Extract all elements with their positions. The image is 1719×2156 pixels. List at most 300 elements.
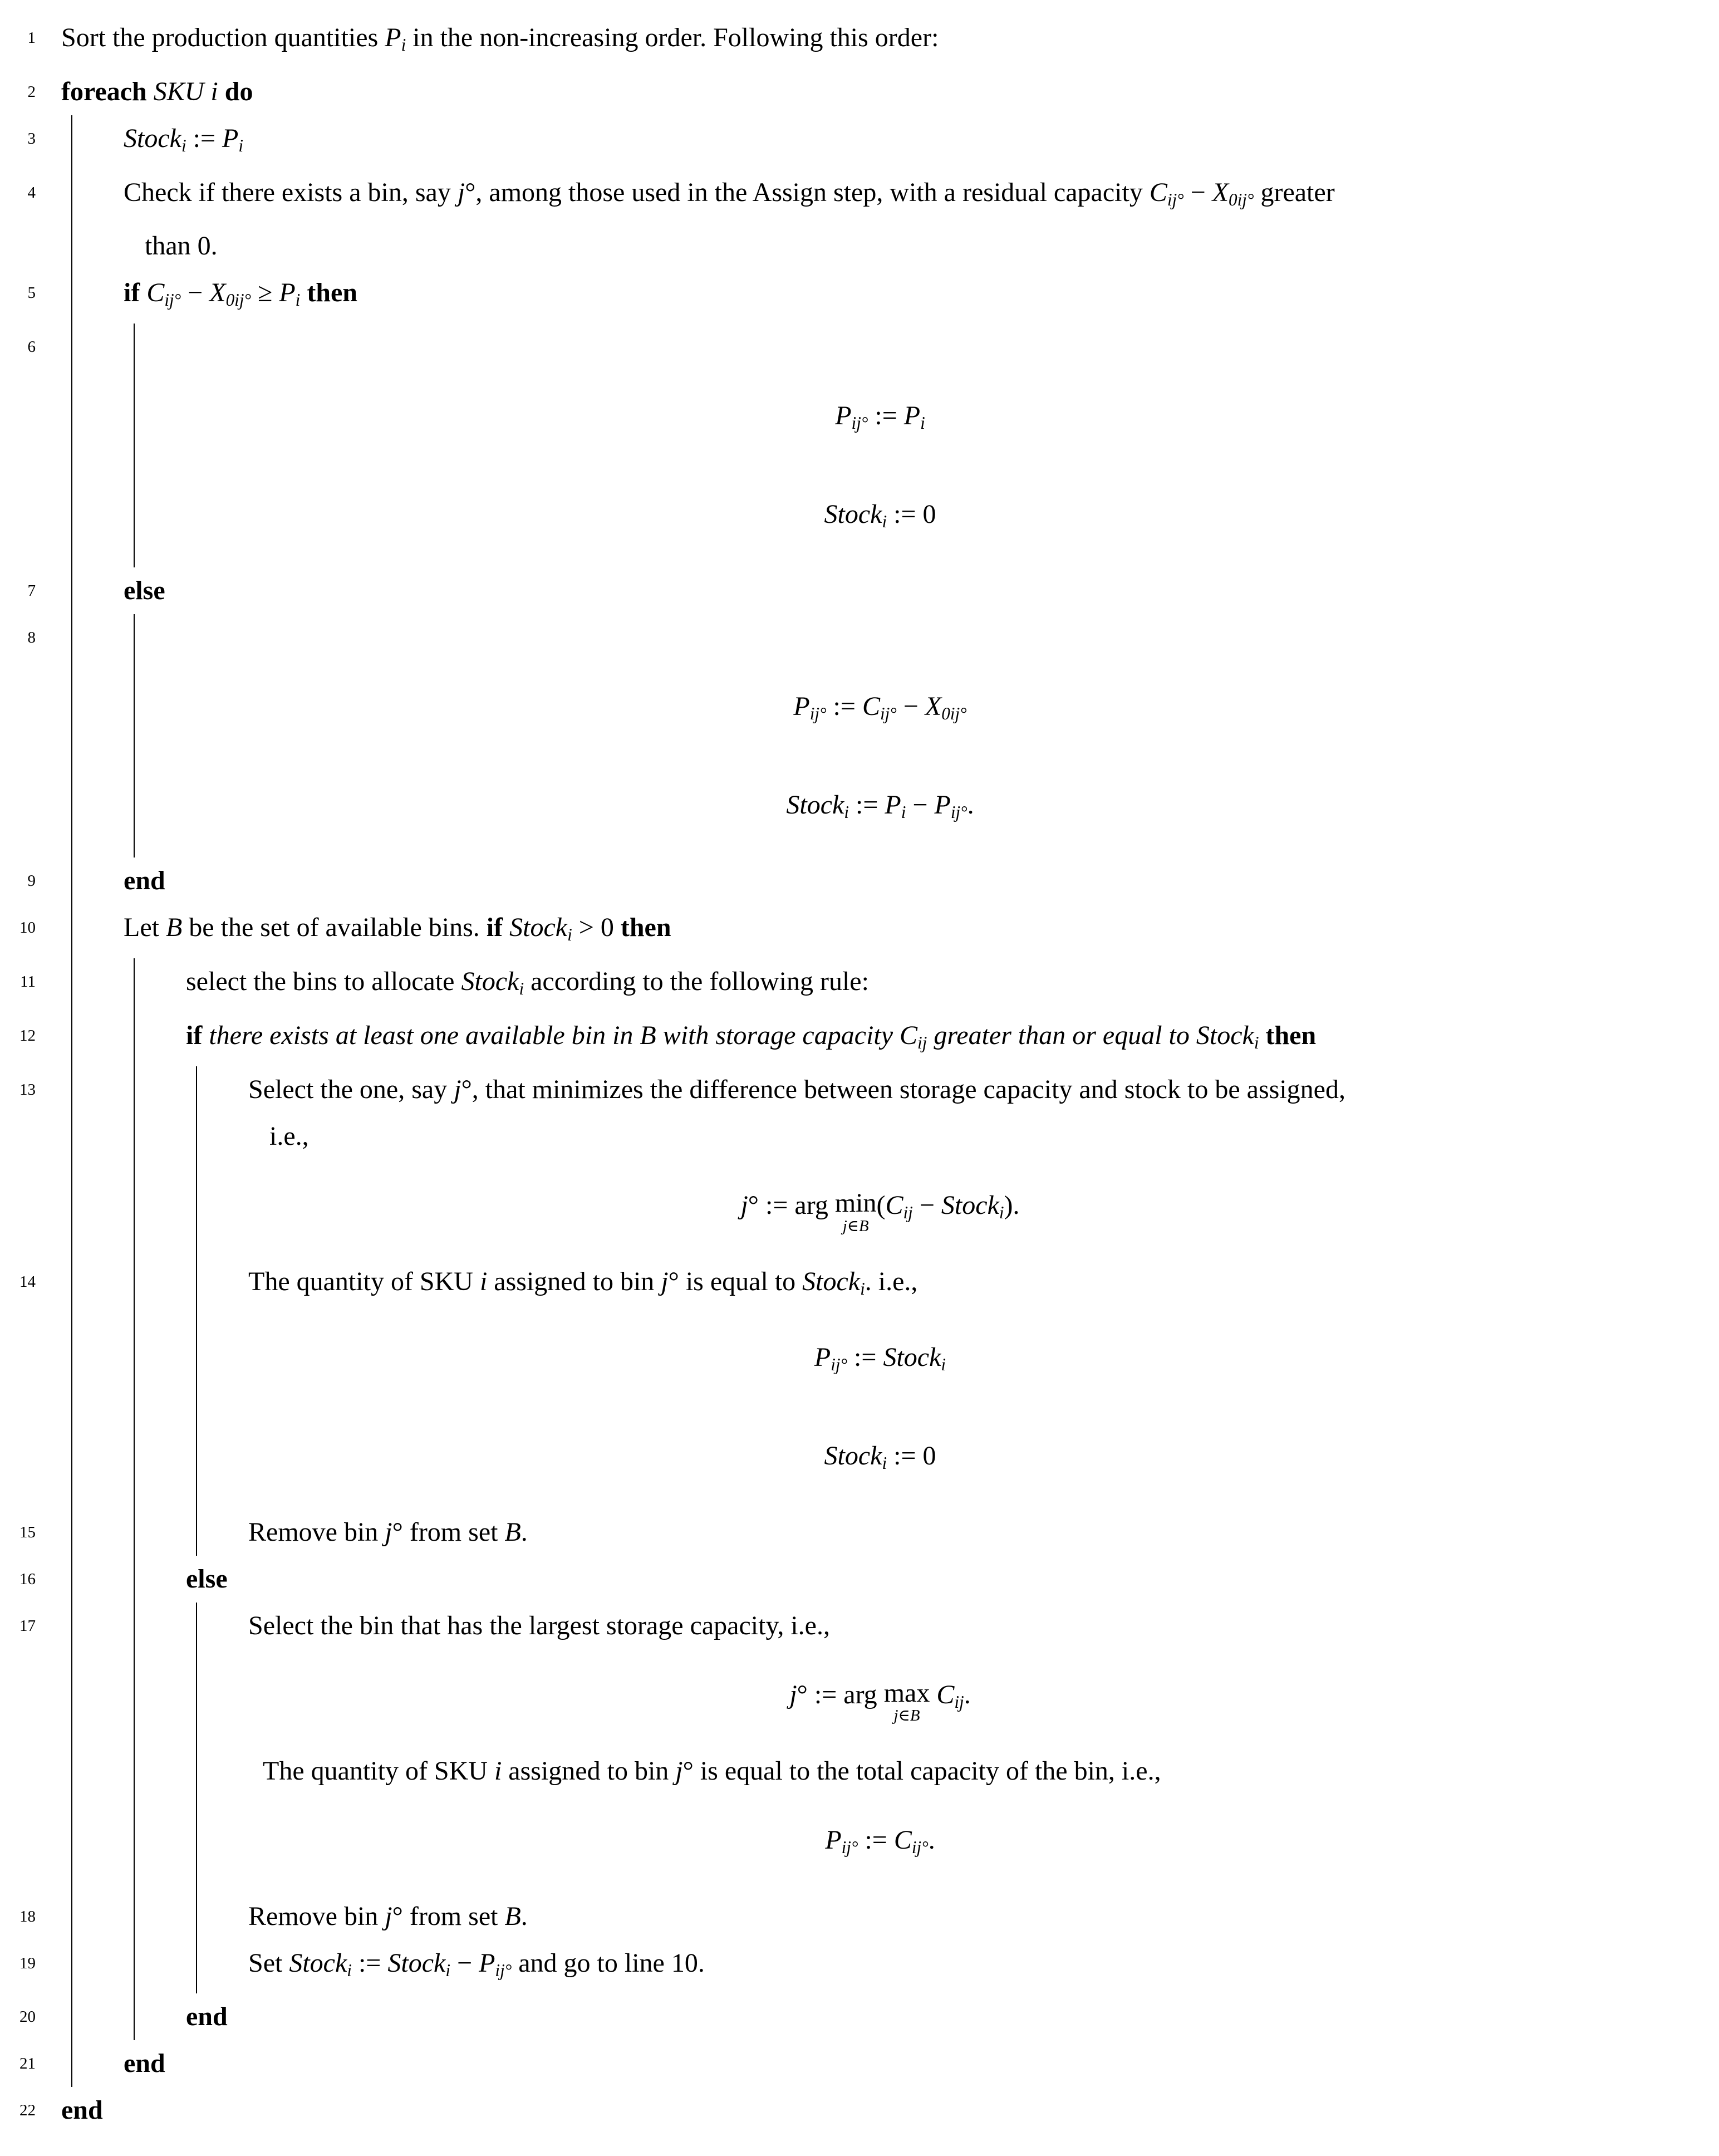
math-subscript: i [295,290,301,310]
block-rule [71,759,72,858]
line-number: 14 [19,1272,36,1291]
math-subscript: i [844,802,849,822]
line-number: 4 [27,183,36,202]
math-subscript: ij° [831,1355,848,1375]
block-rule [71,1012,72,1066]
equation-line [0,1160,1719,1258]
block-rule [71,1940,72,1994]
text-segment: select the bins to allocate [186,967,461,997]
block-rule [134,1312,135,1410]
math-or-emphasis: j [385,1901,392,1931]
block-rule [71,1258,72,1312]
line-number: 15 [19,1523,36,1541]
block-rule [71,115,72,169]
text-segment: . i.e., [865,1266,918,1296]
math-or-emphasis: Stock [387,1948,446,1978]
block-rule [134,759,135,858]
math-or-emphasis: C [885,1190,903,1220]
math-subscript: i [860,1278,865,1298]
math-or-emphasis: P [934,790,951,820]
block-rule [134,469,135,567]
block-rule [71,169,72,270]
math-subscript: i [882,511,887,531]
block-rule [71,1066,72,1160]
text-segment: := 0 [887,1441,936,1471]
block-rule [134,1603,135,1649]
code-line-13 [0,1066,1719,1160]
statement [0,2087,1719,2134]
math-subscript: i [1254,1032,1259,1052]
line-number: 5 [27,284,36,302]
block-rule [134,1556,135,1603]
operator-subscript: j∈B [842,1217,869,1235]
math-or-emphasis: P [835,401,852,431]
text-segment: assigned to bin [502,1756,676,1786]
text-segment: := [826,691,862,721]
math-subscript: ij° [911,1837,929,1857]
line-number: 3 [27,129,36,148]
statement [0,68,1719,115]
code-line-9 [0,857,1719,904]
block-rule [71,1603,72,1649]
text-segment: greater [1254,177,1335,207]
keyword: end [186,2002,228,2032]
equation-line [0,1410,1719,1509]
equation [0,683,1719,737]
text-segment: := [847,1342,883,1373]
block-rule [134,1012,135,1066]
text-segment: := 0 [887,499,936,529]
block-rule [71,370,72,469]
keyword: else [124,575,165,605]
text-segment: ° := arg [748,1190,835,1220]
block-rule [196,1795,197,1893]
text-segment: ° from set [392,1517,505,1547]
block-rule [71,1993,72,2040]
math-or-emphasis: P [385,23,401,52]
equation-line [0,469,1719,567]
math-subscript: ij° [851,413,868,433]
math-subscript: ij° [809,703,827,723]
statement [0,1258,1719,1312]
math-or-emphasis: j [740,1190,748,1220]
block-rule [71,661,72,759]
block-rule [134,1066,135,1160]
block-rule [196,1649,197,1748]
block-rule [71,1795,72,1893]
math-subscript: i [445,1960,450,1980]
math-or-emphasis: B [504,1901,521,1931]
block-rule [71,324,72,370]
equation-line [0,1312,1719,1410]
equation [0,393,1719,447]
math-subscript: i [181,135,186,155]
statement [0,958,1719,1012]
statement [0,1066,1719,1160]
math-or-emphasis: Stock [124,123,181,153]
statement [0,270,1719,324]
text-segment: ° is equal to [668,1266,803,1296]
block-rule [134,1160,135,1258]
math-subscript: ij [903,1202,913,1222]
text-segment: − [450,1948,479,1978]
keyword: end [61,2095,103,2125]
code-line-20 [0,1993,1719,2040]
operator-name: max [883,1678,930,1708]
keyword: if [186,1020,209,1050]
code-line-19 [0,1940,1719,1994]
math-or-emphasis: P [279,278,296,308]
statement [0,614,1719,661]
text-segment: . [520,1901,528,1931]
block-rule [196,1940,197,1994]
code-line-12 [0,1012,1719,1066]
algorithm-body [0,14,1719,2134]
math-or-emphasis: P [825,1825,842,1855]
text-segment: Select the bin that has the largest storage capacity, i.e., [248,1610,830,1640]
statement [0,1556,1719,1603]
equation [0,1334,1719,1388]
code-line-3 [0,115,1719,169]
block-rule [134,1748,135,1795]
text-segment: ( [876,1190,886,1220]
math-subscript: ij° [495,1960,512,1980]
code-line-16 [0,1556,1719,1603]
math-subscript: ij [917,1032,927,1052]
text-segment: − [912,1190,941,1220]
math-subscript: 0ij° [1229,189,1254,209]
block-rule [196,1312,197,1410]
text-segment: − [896,691,925,721]
block-rule [71,614,72,661]
math-subscript: ij° [950,802,967,822]
block-rule [71,1509,72,1556]
equation [0,782,1719,836]
statement [0,1509,1719,1556]
text-segment: according to the following rule: [524,967,869,997]
equation [0,1672,1719,1726]
code-line-6 [0,324,1719,370]
text-segment: Check if there exists a bin, say [124,177,458,207]
block-rule [134,1410,135,1509]
text-segment: The quantity of SKU [263,1756,494,1786]
line-number: 2 [27,82,36,101]
block-rule [71,270,72,324]
line-number: 17 [19,1616,36,1635]
text-segment [1259,1021,1266,1050]
line-number: 16 [19,1570,36,1588]
statement [0,115,1719,169]
continuation-line [0,1748,1719,1795]
math-or-emphasis: B [504,1517,521,1547]
statement [0,857,1719,904]
code-line-14 [0,1258,1719,1312]
text-segment: Select the one, say [248,1074,454,1104]
math-or-emphasis: j [661,1266,669,1296]
math-or-emphasis: Stock [289,1948,347,1978]
keyword: then [1265,1020,1317,1050]
line-number: 7 [27,581,36,600]
statement [0,567,1719,614]
equation-line [0,759,1719,858]
block-rule [71,1649,72,1748]
math-or-emphasis: C [862,691,880,721]
block-rule [196,1748,197,1795]
text-segment: in the non-increasing order. Following this order: [406,23,939,52]
operator-subscript: j∈B [893,1707,920,1725]
statement [0,904,1719,958]
block-rule [71,857,72,904]
block-rule [71,904,72,958]
text-segment: ° from set [392,1901,505,1931]
line-number: 12 [19,1026,36,1045]
math-or-emphasis: C [1149,177,1167,207]
equation-line [0,661,1719,759]
code-line-11 [0,958,1719,1012]
math-or-emphasis: Stock [883,1342,941,1373]
math-or-emphasis: X [1212,177,1229,207]
statement [0,1748,1719,1795]
line-number: 1 [27,29,36,47]
text-segment: . [928,1825,935,1855]
math-subscript: ij° [1167,189,1184,209]
math-subscript: ij° [841,1837,858,1857]
line-number: 19 [19,1954,36,1972]
block-rule [196,1603,197,1649]
text-segment: than 0. [145,231,218,261]
equation [0,491,1719,545]
keyword: if [124,278,147,308]
math-or-emphasis: there exists at least one available bin in B with storage capacity C [209,1020,918,1050]
math-or-emphasis: P [814,1342,831,1373]
math-or-emphasis: X [925,691,942,721]
keyword: foreach [61,76,154,106]
keyword: then [620,913,671,943]
equation [0,1182,1719,1236]
line-number: 9 [27,872,36,890]
math-subscript: ij [954,1692,964,1712]
block-rule [71,2040,72,2087]
text-segment [930,1680,936,1709]
math-or-emphasis: Stock [802,1266,861,1296]
block-rule [134,1993,135,2040]
equation-line [0,1795,1719,1893]
code-line-22 [0,2087,1719,2134]
equation-line [0,370,1719,469]
text-segment: − [181,278,210,308]
block-rule [71,469,72,567]
text-segment: and go to line 10. [512,1948,705,1978]
block-rule [134,1258,135,1312]
code-line-8 [0,614,1719,661]
math-or-emphasis: greater than or equal to Stock [927,1020,1254,1050]
line-number: 10 [19,919,36,937]
text-segment: ° is equal to the total capacity of the bin, i.e., [682,1756,1161,1786]
math-subscript: i [238,135,244,155]
text-segment: := [351,1948,388,1978]
block-rule [196,1066,197,1160]
block-rule [196,1410,197,1509]
code-line-15 [0,1509,1719,1556]
text-segment: Sort the production quantities [61,23,385,52]
math-subscript: 0ij° [225,290,251,310]
math-or-emphasis: j [457,177,465,207]
block-rule [71,1160,72,1258]
block-rule [134,661,135,759]
text-segment: Remove bin [248,1901,385,1931]
line-number: 13 [19,1080,36,1099]
text-segment: Let [124,913,166,943]
block-rule [134,614,135,661]
math-or-emphasis: B [165,913,183,943]
math-or-emphasis: P [903,401,921,431]
line-number: 20 [19,2008,36,2026]
math-or-emphasis: X [209,278,226,308]
text-segment: i.e., [269,1121,309,1151]
math-subscript: i [901,802,906,822]
math-subscript: ij° [880,703,897,723]
math-or-emphasis: P [479,1948,495,1978]
math-or-emphasis: Stock [786,790,844,820]
statement [0,14,1719,68]
block-rule [71,958,72,1012]
block-rule [134,1795,135,1893]
block-rule [134,958,135,1012]
text-segment: assigned to bin [487,1266,661,1296]
text-segment: := [858,1825,894,1855]
math-or-emphasis: j [675,1756,683,1786]
math-or-emphasis: Stock [824,1441,882,1471]
math-subscript: i [999,1202,1004,1222]
line-number: 22 [19,2101,36,2120]
text-segment: ). [1004,1190,1020,1220]
operator-name: min [834,1188,877,1218]
text-segment: The quantity of SKU [248,1266,480,1296]
math-subscript: i [401,35,406,55]
block-rule [71,1410,72,1509]
block-rule [71,1893,72,1940]
keyword: end [124,2049,165,2079]
text-segment: °, that minimizes the difference between storage capacity and stock to be assigned, [461,1074,1345,1104]
math-or-emphasis: Stock [941,1190,999,1220]
math-or-emphasis: j [789,1679,797,1709]
line-number: 8 [27,628,36,646]
equation [0,1433,1719,1487]
math-or-emphasis: j [385,1517,392,1547]
block-rule [196,1509,197,1556]
math-subscript: i [567,925,572,945]
text-segment: ° := arg [797,1679,884,1709]
math-or-emphasis: C [936,1679,955,1709]
statement [0,1893,1719,1940]
math-subscript: i [941,1355,946,1375]
math-or-emphasis: Stock [461,967,519,997]
block-rule [134,1893,135,1940]
keyword: then [300,278,357,308]
math-or-emphasis: C [146,278,165,308]
math-or-emphasis: P [793,691,810,721]
math-subscript: i [519,978,524,998]
block-rule [196,1893,197,1940]
math-or-emphasis: i [494,1756,502,1786]
statement [0,1940,1719,1994]
statement [0,1012,1719,1066]
line-number: 6 [27,338,36,356]
text-segment: . [520,1517,528,1547]
equation [0,1817,1719,1871]
math-or-emphasis: P [222,123,239,153]
block-rule [134,1509,135,1556]
text-segment: ≥ [251,278,279,308]
math-subscript: i [347,1960,352,1980]
math-or-emphasis: Stock [824,499,882,529]
text-segment: > 0 [572,913,621,943]
math-subscript: 0ij° [941,703,967,723]
keyword: else [186,1564,228,1594]
code-line-7 [0,567,1719,614]
block-rule [71,1748,72,1795]
code-line-5 [0,270,1719,324]
statement [0,324,1719,370]
block-rule [71,567,72,614]
math-or-emphasis: j [454,1074,461,1104]
math-or-emphasis: C [893,1825,912,1855]
code-line-10 [0,904,1719,958]
keyword: do [218,76,253,106]
underset-operator [835,1189,877,1234]
block-rule [134,370,135,469]
code-line-21 [0,2040,1719,2087]
code-line-18 [0,1893,1719,1940]
statement [0,2040,1719,2087]
math-or-emphasis: i [479,1266,488,1296]
code-line-2 [0,68,1719,115]
math-or-emphasis: P [885,790,901,820]
block-rule [196,1258,197,1312]
keyword: end [124,866,165,896]
block-rule [134,1649,135,1748]
block-rule [196,1160,197,1258]
text-segment: − [1183,177,1212,207]
text-segment: := [868,401,904,431]
code-line-4 [0,169,1719,270]
code-line-17 [0,1603,1719,1649]
keyword: if [486,913,510,943]
line-number: 11 [20,973,36,991]
block-rule [71,1312,72,1410]
math-subscript: ij° [164,290,181,310]
line-number: 21 [19,2055,36,2073]
code-line-1 [0,14,1719,68]
block-rule [134,1940,135,1994]
text-segment: := [186,123,223,153]
statement [0,1603,1719,1649]
text-segment: . [967,790,974,820]
text-segment: := [849,790,885,820]
equation-line [0,1649,1719,1748]
text-segment: − [906,790,935,820]
math-or-emphasis: SKU i [153,76,218,106]
block-rule [71,1556,72,1603]
text-segment: be the set of available bins. [182,913,487,943]
math-or-emphasis: Stock [509,913,568,943]
block-rule [134,324,135,370]
text-segment: Set [248,1948,289,1978]
text-segment: Remove bin [248,1517,385,1547]
line-number: 18 [19,1907,36,1925]
statement [0,1993,1719,2040]
text-segment: °, among those used in the Assign step, with a residual capacity [465,177,1150,207]
